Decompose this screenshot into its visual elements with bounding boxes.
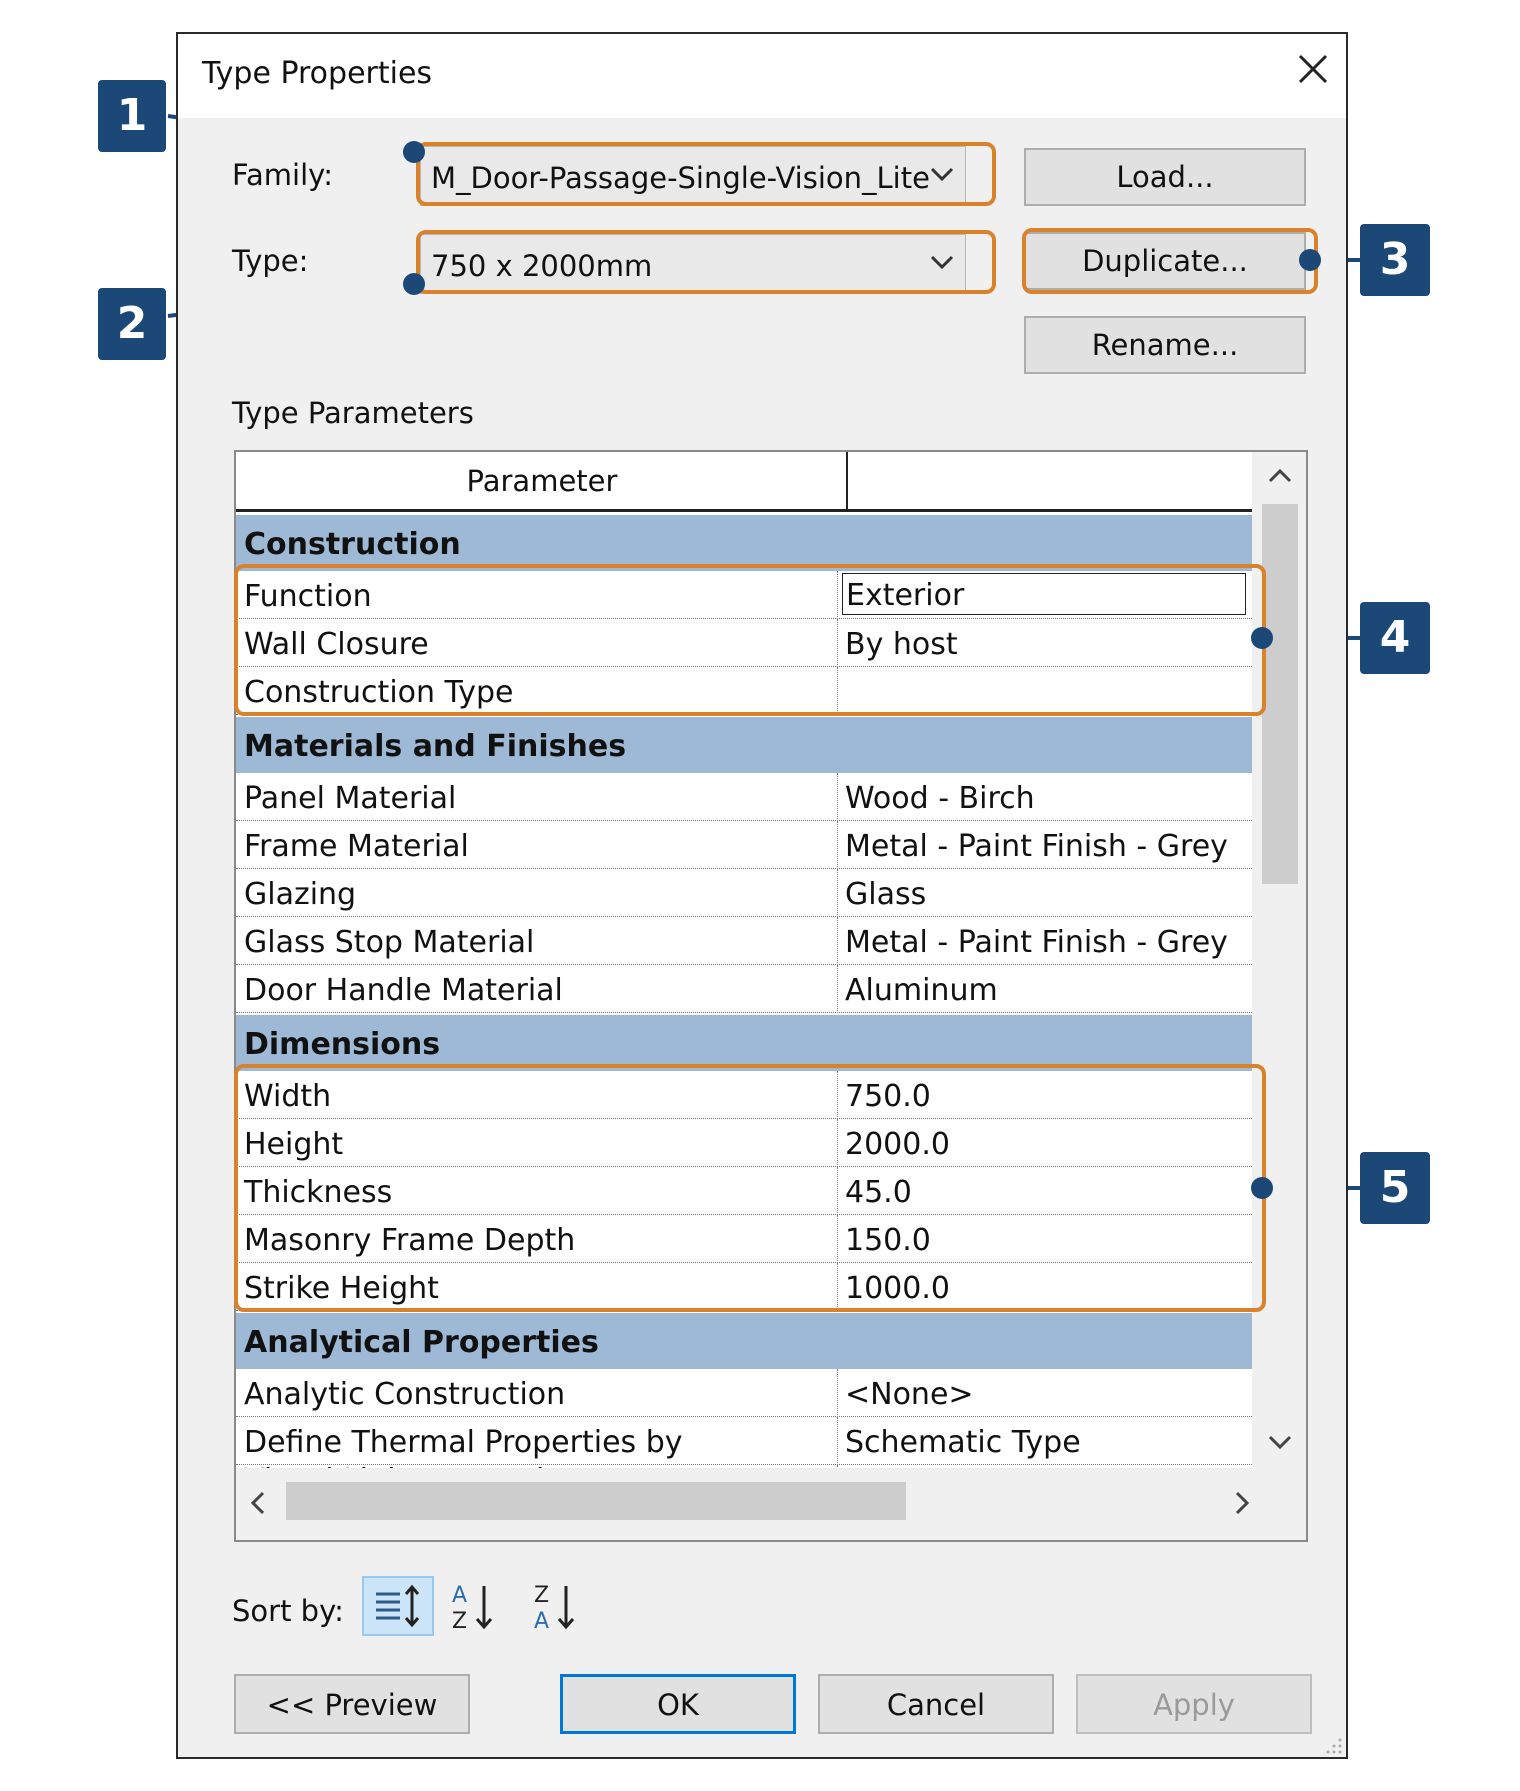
column-header-parameter-label: Parameter [466,464,618,498]
callout-4: 4 [1360,602,1430,674]
preview-label: << Preview [266,1688,438,1722]
callout-dot [403,141,425,163]
param-name: Masonry Frame Depth [244,1223,576,1258]
svg-text:Z: Z [452,1609,468,1634]
param-name: Panel Material [244,781,457,816]
param-name: Wall Closure [244,627,429,662]
group-label: Construction [244,527,461,562]
table-row[interactable] [236,917,1252,965]
param-name: Thickness [244,1175,393,1210]
scroll-left-icon[interactable] [248,1490,268,1516]
group-materials-and-finishes[interactable] [236,717,1252,773]
param-value[interactable]: <None> [845,1377,974,1412]
param-name: Glazing [244,877,357,912]
param-name: Define Thermal Properties by [244,1425,683,1460]
callout-dot [1251,627,1273,649]
sort-grouped-icon [364,1578,432,1634]
rename-button[interactable] [1024,316,1306,374]
group-label: Materials and Finishes [244,729,627,764]
horizontal-scroll-thumb[interactable] [286,1482,906,1520]
highlight-duplicate [1022,228,1318,294]
sort-z-a-icon [528,1576,588,1636]
highlight-type [416,230,996,294]
param-name: Function [244,579,372,614]
cancel-button[interactable] [818,1674,1054,1734]
callout-1: 1 [98,80,166,152]
param-value[interactable]: 1000.0 [845,1271,950,1306]
param-value[interactable]: Aluminum [845,973,998,1008]
scroll-down-icon[interactable] [1267,1432,1293,1452]
param-value[interactable]: Metal - Paint Finish - Grey [845,925,1228,960]
type-parameters-label: Type Parameters [232,396,474,430]
column-header-parameter[interactable] [236,452,848,512]
sort-a-z-icon [446,1576,506,1636]
ok-label: OK [657,1688,699,1722]
param-name: Height [244,1127,344,1162]
param-name: Door Handle Material [244,973,563,1008]
close-icon[interactable] [1290,48,1334,92]
dialog-title: Type Properties [202,56,433,91]
svg-text:A: A [452,1583,468,1608]
callout-dot [1251,1177,1273,1199]
sort-by-label: Sort by: [232,1594,344,1628]
table-row[interactable] [236,965,1252,1013]
param-name: Construction Type [244,675,514,710]
callout-3: 3 [1360,224,1430,296]
param-value[interactable]: Schematic Type [845,1425,1081,1460]
load-button[interactable] [1024,148,1306,206]
sort-descending-button[interactable] [528,1576,588,1636]
table-row[interactable] [236,1417,1252,1465]
vertical-scroll-thumb[interactable] [1262,504,1298,884]
load-label: Load... [1116,160,1214,194]
param-name: Glass Stop Material [244,925,535,960]
table-row[interactable] [236,773,1252,821]
param-value[interactable]: By host [845,627,958,662]
callout-dot [403,273,425,295]
group-label: Dimensions [244,1027,441,1062]
resize-grip-icon[interactable] [1322,1734,1344,1756]
param-value[interactable]: Wood - Birch [845,781,1035,816]
family-value: M_Door-Passage-Single-Vision_Lite [431,161,930,195]
param-name: Width [244,1079,332,1114]
family-label: Family: [232,158,333,192]
sort-ascending-button[interactable] [446,1576,506,1636]
param-value[interactable]: Metal - Paint Finish - Grey [845,829,1228,864]
scroll-right-icon[interactable] [1232,1490,1252,1516]
param-name: Analytic Construction [244,1377,566,1412]
callout-5: 5 [1360,1152,1430,1224]
callout-dot [1299,249,1321,271]
type-label: Type: [232,244,309,278]
group-dimensions[interactable] [236,1015,1252,1071]
svg-text:Z: Z [534,1583,550,1608]
param-value[interactable]: Glass [845,877,927,912]
param-value[interactable]: 45.0 [845,1175,912,1210]
scroll-up-icon[interactable] [1267,466,1293,486]
cancel-label: Cancel [886,1688,986,1722]
table-row[interactable] [236,1369,1252,1417]
group-label: Analytical Properties [244,1325,599,1360]
highlight-construction-rows [234,564,1266,716]
apply-button[interactable] [1076,1674,1312,1734]
table-row[interactable] [236,821,1252,869]
horizontal-scrollbar[interactable] [236,1468,1306,1540]
column-header-value[interactable] [848,452,1252,512]
title-bar [178,34,1346,118]
rename-label: Rename... [1091,328,1239,362]
group-analytical-properties[interactable] [236,1313,1252,1369]
param-value[interactable]: Exterior [842,573,1246,615]
param-value[interactable]: 2000.0 [845,1127,950,1162]
apply-label: Apply [1153,1688,1235,1722]
table-row[interactable] [236,869,1252,917]
ok-button[interactable] [560,1674,796,1734]
param-value[interactable]: 750.0 [845,1079,931,1114]
sort-by-group-button[interactable] [362,1576,434,1636]
duplicate-label: Duplicate... [1082,244,1248,278]
type-value: 750 x 2000mm [431,249,653,283]
param-name: Frame Material [244,829,469,864]
svg-text:A: A [534,1609,550,1634]
highlight-family [416,142,996,206]
param-value[interactable]: 150.0 [845,1223,931,1258]
param-name: Strike Height [244,1271,439,1306]
preview-button[interactable] [234,1674,470,1734]
group-construction[interactable] [236,515,1252,571]
highlight-dimension-rows [234,1064,1266,1312]
callout-2: 2 [98,288,166,360]
